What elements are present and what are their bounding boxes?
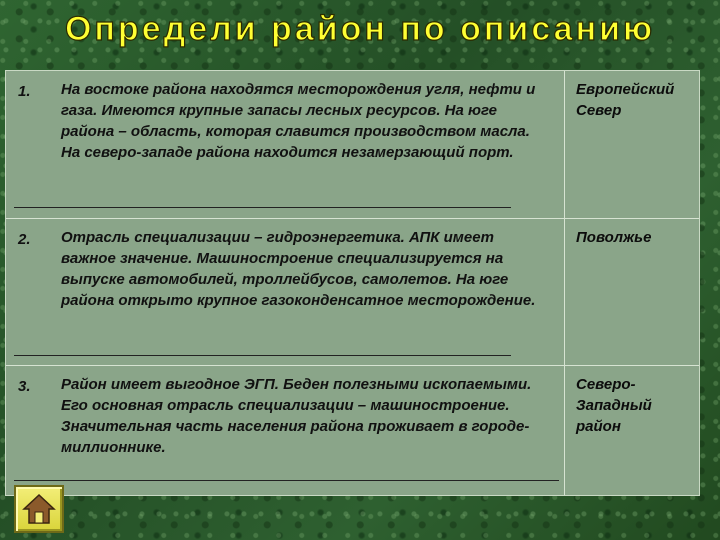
column-divider xyxy=(564,219,565,365)
column-divider xyxy=(564,71,565,218)
row-description: Отрасль специализации – гидроэнергетика. АПК имеет важное значение. Машиностроение специализируется на выпуске автомобилей, троллейбусов, самолетов. На юге района открыто крупное газоконденсатное месторождение. xyxy=(61,229,536,309)
row-description: На востоке района находятся месторождения угля, нефти и газа. Имеются крупные запасы лесных ресурсов. На юге района – область, которая славится производством масла. На северо-западе района находится незамерзающий порт. xyxy=(61,81,536,161)
region-table xyxy=(5,70,700,496)
row-number: 2. xyxy=(18,231,31,248)
page-title-text: Определи район по описанию xyxy=(64,10,656,48)
row-number: 1. xyxy=(18,83,31,100)
answer-blank-line xyxy=(14,355,511,356)
table-row xyxy=(6,219,699,366)
row-answer[interactable]: Европейский Север xyxy=(576,81,675,119)
row-answer[interactable]: Северо-Западный район xyxy=(576,376,652,435)
home-button[interactable] xyxy=(14,485,64,533)
table-row xyxy=(6,71,699,219)
home-icon xyxy=(22,492,56,526)
row-answer[interactable]: Поволжье xyxy=(576,229,652,246)
row-description: Район имеет выгодное ЭГП. Беден полезными ископаемыми. Его основная отрасль специализации – машиностроение. Значительная часть населения района проживает в городе-миллионнике. xyxy=(61,376,532,456)
column-divider xyxy=(564,366,565,495)
page-title xyxy=(0,4,720,50)
answer-blank-line xyxy=(14,207,511,208)
answer-blank-line xyxy=(14,480,559,481)
table-row xyxy=(6,366,699,495)
row-number: 3. xyxy=(18,378,31,395)
